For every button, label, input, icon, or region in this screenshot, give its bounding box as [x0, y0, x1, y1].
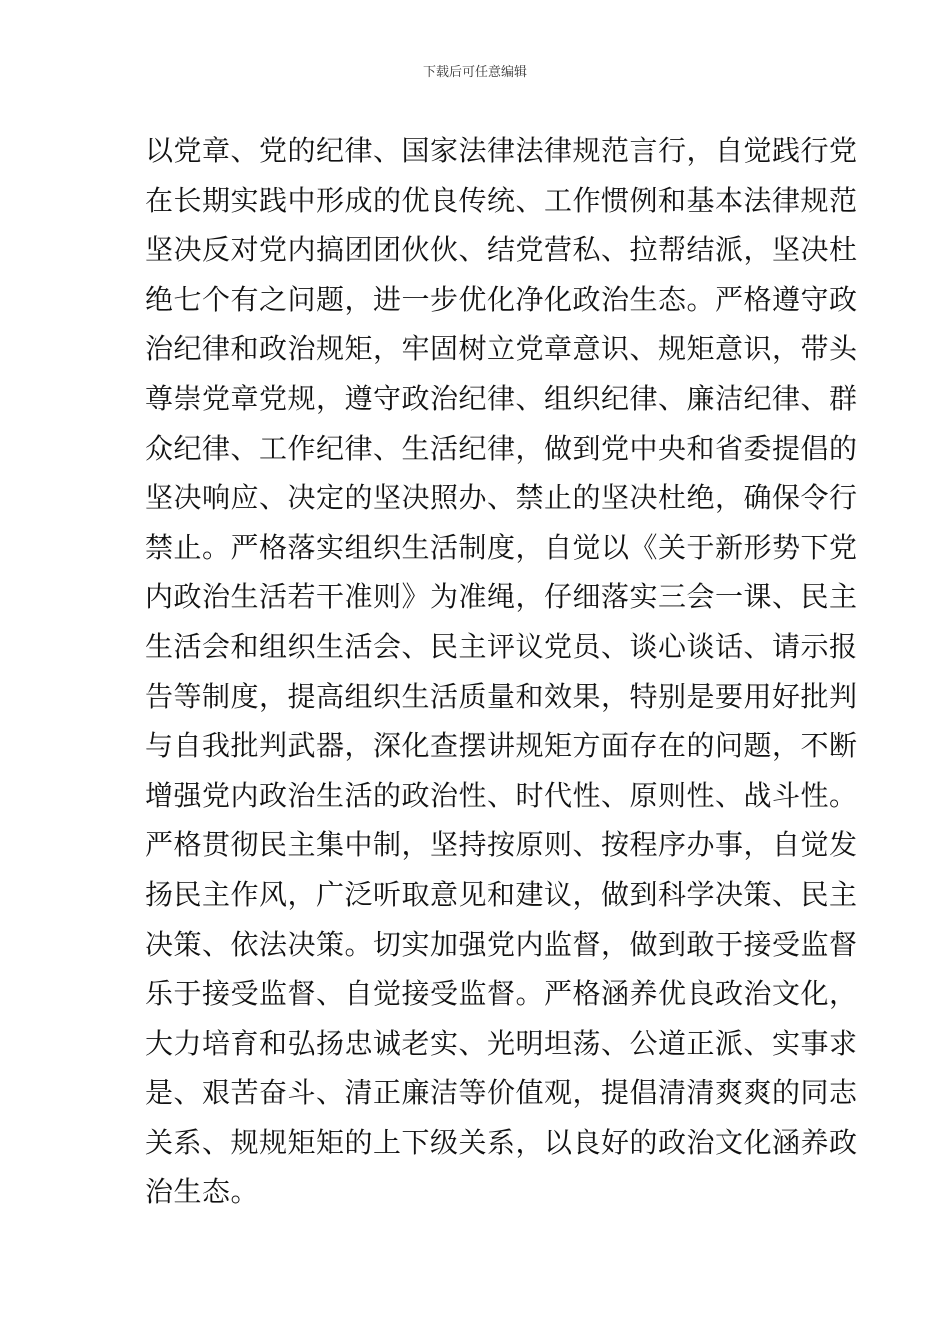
text-line: 众纪律、工作纪律、生活纪律，做到党中央和省委提倡的	[145, 431, 858, 465]
text-line: 增强党内政治生活的政治性、时代性、原则性、战斗性。	[145, 778, 858, 812]
body-paragraph	[145, 126, 858, 1217]
text-line: 禁止。严格落实组织生活制度，自觉以《关于新形势下党	[145, 530, 858, 564]
page-header: 下载后可任意编辑	[422, 65, 527, 80]
text-line: 坚决反对党内搞团团伙伙、结党营私、拉帮结派，坚决杜	[145, 233, 858, 267]
text-line: 严格贯彻民主集中制，坚持按原则、按程序办事，自觉发	[145, 828, 858, 862]
text-line: 在长期实践中形成的优良传统、工作惯例和基本法律规范	[145, 183, 858, 217]
text-line: 乐于接受监督、自觉接受监督。严格涵养优良政治文化，	[145, 977, 858, 1011]
text-line: 生活会和组织生活会、民主评议党员、谈心谈话、请示报	[145, 629, 858, 663]
text-line: 是、艰苦奋斗、清正廉洁等价值观，提倡清清爽爽的同志	[145, 1076, 858, 1110]
text-line: 治纪律和政治规矩，牢固树立党章意识、规矩意识，带头	[145, 332, 858, 366]
text-line: 大力培育和弘扬忠诚老实、光明坦荡、公道正派、实事求	[145, 1026, 858, 1060]
text-line: 内政治生活若干准则》为准绳，仔细落实三会一课、民主	[145, 580, 858, 614]
text-line: 与自我批判武器，深化查摆讲规矩方面存在的问题，不断	[145, 729, 858, 763]
text-line: 坚决响应、决定的坚决照办、禁止的坚决杜绝，确保令行	[145, 481, 858, 515]
text-line: 关系、规规矩矩的上下级关系，以良好的政治文化涵养政	[145, 1125, 858, 1159]
text-line: 尊崇党章党规，遵守政治纪律、组织纪律、廉洁纪律、群	[145, 381, 858, 415]
text-line: 决策、依法决策。切实加强党内监督，做到敢于接受监督	[145, 927, 858, 961]
text-line: 绝七个有之问题，进一步优化净化政治生态。严格遵守政	[145, 282, 858, 316]
text-line: 告等制度，提高组织生活质量和效果，特别是要用好批判	[145, 679, 858, 713]
text-line: 扬民主作风，广泛听取意见和建议，做到科学决策、民主	[145, 877, 858, 911]
text-line: 以党章、党的纪律、国家法律法律规范言行，自觉践行党	[145, 134, 858, 167]
text-line: 治生态。	[145, 1175, 260, 1209]
